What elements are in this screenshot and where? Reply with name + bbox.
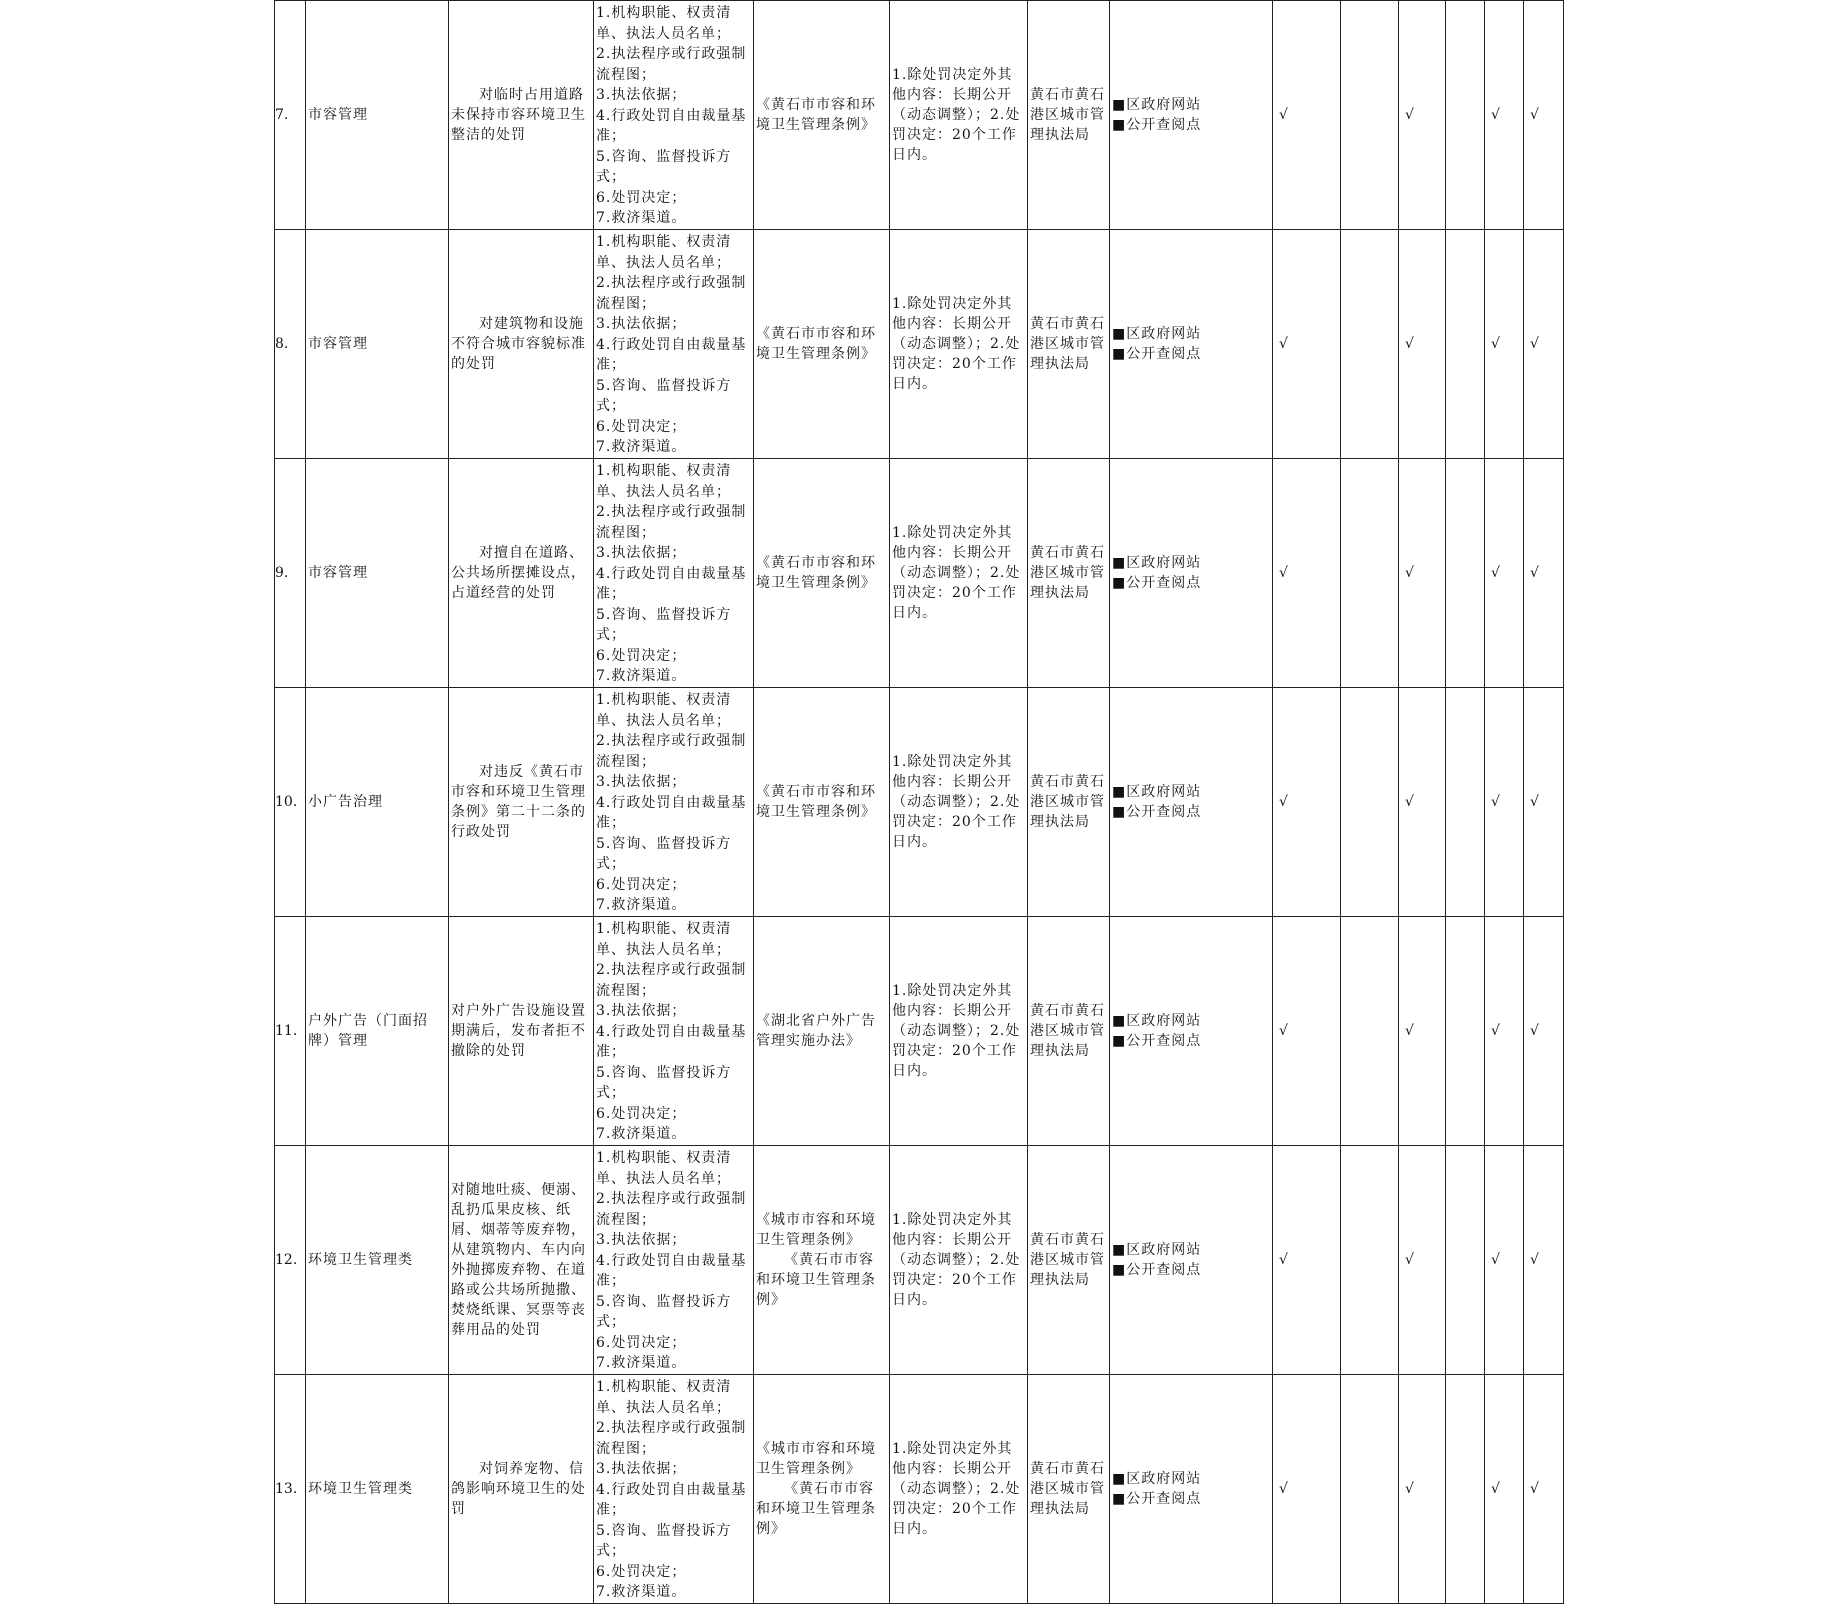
- check-mark: [1341, 230, 1399, 459]
- content-line: 7.救济渠道。: [596, 439, 687, 455]
- disclosure-table: [274, 0, 1564, 1604]
- content-line: 5.咨询、监督投诉方式；: [596, 1064, 732, 1101]
- content-line: 5.咨询、监督投诉方式；: [596, 148, 732, 185]
- disclosure-channels: [1110, 688, 1273, 917]
- content-line: 4.行政处罚自由裁量基准；: [596, 794, 747, 831]
- check-mark: [1341, 917, 1399, 1146]
- content-line: 5.咨询、监督投诉方式；: [596, 835, 732, 872]
- disclosure-channels: [1110, 459, 1273, 688]
- basis-line: 《黄石市市容和环境卫生管理条例》: [756, 784, 876, 820]
- disclosure-content: [594, 1146, 754, 1375]
- content-line: 5.咨询、监督投诉方式；: [596, 606, 732, 643]
- content-line: 2.执法程序或行政强制流程图；: [596, 962, 747, 999]
- legal-basis: [754, 917, 890, 1146]
- content-line: 2.执法程序或行政强制流程图；: [596, 733, 747, 770]
- check-mark: √: [1485, 459, 1524, 688]
- check-mark: √: [1524, 688, 1564, 917]
- content-line: 4.行政处罚自由裁量基准；: [596, 1481, 747, 1518]
- disclosure-period: 1.除处罚决定外其他内容：长期公开（动态调整）；2.处罚决定：20个工作日内。: [890, 459, 1028, 688]
- check-mark: √: [1485, 1146, 1524, 1375]
- table-row: [275, 1375, 1564, 1604]
- item-subject: 对擅自在道路、公共场所摆摊设点，占道经营的处罚: [449, 459, 594, 688]
- content-line: 3.执法依据；: [596, 316, 687, 332]
- content-line: 6.处罚决定；: [596, 418, 687, 435]
- channel-item: ■区政府网站: [1112, 1471, 1202, 1487]
- row-number: 11.: [275, 917, 306, 1146]
- channel-item: ■区政府网站: [1112, 97, 1202, 113]
- check-mark: √: [1273, 1375, 1341, 1604]
- responsible-agency: 黄石市黄石港区城市管理执法局: [1028, 1146, 1110, 1375]
- content-line: 4.行政处罚自由裁量基准；: [596, 565, 747, 602]
- check-mark: √: [1399, 1375, 1446, 1604]
- check-mark: √: [1273, 459, 1341, 688]
- disclosure-content: [594, 688, 754, 917]
- disclosure-period: 1.除处罚决定外其他内容：长期公开（动态调整）；2.处罚决定：20个工作日内。: [890, 1146, 1028, 1375]
- content-line: 6.处罚决定；: [596, 1105, 687, 1122]
- check-mark: [1341, 1146, 1399, 1375]
- table-body: [275, 1, 1564, 1604]
- check-mark: √: [1485, 1375, 1524, 1604]
- basis-line: 《黄石市市容和环境卫生管理条例》: [756, 1252, 876, 1308]
- content-line: 2.执法程序或行政强制流程图；: [596, 504, 747, 541]
- check-mark: [1341, 1375, 1399, 1604]
- content-line: 7.救济渠道。: [596, 210, 687, 226]
- disclosure-channels: [1110, 917, 1273, 1146]
- check-mark: √: [1485, 917, 1524, 1146]
- check-mark: [1446, 1, 1485, 230]
- check-mark: [1446, 1375, 1485, 1604]
- item-category: 户外广告（门面招牌）管理: [306, 917, 449, 1146]
- row-number: 8.: [275, 230, 306, 459]
- content-line: 2.执法程序或行政强制流程图；: [596, 46, 747, 83]
- check-mark: √: [1524, 1, 1564, 230]
- disclosure-channels: [1110, 230, 1273, 459]
- content-line: 3.执法依据；: [596, 87, 687, 103]
- legal-basis: [754, 688, 890, 917]
- content-line: 2.执法程序或行政强制流程图；: [596, 275, 747, 312]
- legal-basis: [754, 230, 890, 459]
- channel-item: ■公开查阅点: [1112, 575, 1202, 591]
- channel-item: ■公开查阅点: [1112, 1491, 1202, 1507]
- check-mark: √: [1524, 230, 1564, 459]
- row-number: 12.: [275, 1146, 306, 1375]
- content-line: 4.行政处罚自由裁量基准；: [596, 336, 747, 373]
- check-mark: [1341, 688, 1399, 917]
- content-line: 1.机构职能、权责清单、执法人员名单；: [596, 463, 732, 500]
- channel-item: ■区政府网站: [1112, 1242, 1202, 1258]
- content-line: 1.机构职能、权责清单、执法人员名单；: [596, 1379, 732, 1416]
- disclosure-content: [594, 1, 754, 230]
- row-number: 9.: [275, 459, 306, 688]
- check-mark: √: [1524, 1146, 1564, 1375]
- content-line: 1.机构职能、权责清单、执法人员名单；: [596, 5, 732, 42]
- check-mark: √: [1273, 688, 1341, 917]
- check-mark: √: [1273, 230, 1341, 459]
- content-line: 6.处罚决定；: [596, 1563, 687, 1580]
- disclosure-channels: [1110, 1, 1273, 230]
- item-subject: 对饲养宠物、信鸽影响环境卫生的处罚: [449, 1375, 594, 1604]
- content-line: 4.行政处罚自由裁量基准；: [596, 1252, 747, 1289]
- basis-line: 《黄石市市容和环境卫生管理条例》: [756, 326, 876, 362]
- disclosure-content: [594, 1375, 754, 1604]
- check-mark: [1446, 1146, 1485, 1375]
- check-mark: √: [1524, 459, 1564, 688]
- table-row: [275, 1146, 1564, 1375]
- check-mark: √: [1399, 1146, 1446, 1375]
- basis-line: 《城市市容和环境卫生管理条例》: [756, 1441, 876, 1477]
- content-line: 3.执法依据；: [596, 1461, 687, 1477]
- table-row: [275, 917, 1564, 1146]
- check-mark: [1446, 917, 1485, 1146]
- channel-item: ■公开查阅点: [1112, 1033, 1202, 1049]
- responsible-agency: 黄石市黄石港区城市管理执法局: [1028, 1375, 1110, 1604]
- legal-basis: [754, 1, 890, 230]
- disclosure-period: 1.除处罚决定外其他内容：长期公开（动态调整）；2.处罚决定：20个工作日内。: [890, 1, 1028, 230]
- disclosure-period: 1.除处罚决定外其他内容：长期公开（动态调整）；2.处罚决定：20个工作日内。: [890, 230, 1028, 459]
- content-line: 4.行政处罚自由裁量基准；: [596, 107, 747, 144]
- content-line: 4.行政处罚自由裁量基准；: [596, 1023, 747, 1060]
- content-line: 1.机构职能、权责清单、执法人员名单；: [596, 692, 732, 729]
- row-number: 13.: [275, 1375, 306, 1604]
- check-mark: [1446, 230, 1485, 459]
- content-line: 2.执法程序或行政强制流程图；: [596, 1420, 747, 1457]
- channel-item: ■区政府网站: [1112, 784, 1202, 800]
- check-mark: √: [1273, 917, 1341, 1146]
- check-mark: √: [1399, 459, 1446, 688]
- item-category: 市容管理: [306, 1, 449, 230]
- responsible-agency: 黄石市黄石港区城市管理执法局: [1028, 1, 1110, 230]
- disclosure-period: 1.除处罚决定外其他内容：长期公开（动态调整）；2.处罚决定：20个工作日内。: [890, 688, 1028, 917]
- content-line: 5.咨询、监督投诉方式；: [596, 1293, 732, 1330]
- responsible-agency: 黄石市黄石港区城市管理执法局: [1028, 459, 1110, 688]
- content-line: 7.救济渠道。: [596, 668, 687, 684]
- item-subject: 对建筑物和设施不符合城市容貌标准的处罚: [449, 230, 594, 459]
- content-line: 5.咨询、监督投诉方式；: [596, 377, 732, 414]
- table-row: [275, 230, 1564, 459]
- check-mark: √: [1399, 1, 1446, 230]
- content-line: 1.机构职能、权责清单、执法人员名单；: [596, 921, 732, 958]
- content-line: 1.机构职能、权责清单、执法人员名单；: [596, 234, 732, 271]
- disclosure-period: 1.除处罚决定外其他内容：长期公开（动态调整）；2.处罚决定：20个工作日内。: [890, 1375, 1028, 1604]
- channel-item: ■区政府网站: [1112, 1013, 1202, 1029]
- content-line: 7.救济渠道。: [596, 1584, 687, 1600]
- content-line: 3.执法依据；: [596, 774, 687, 790]
- check-mark: √: [1399, 688, 1446, 917]
- content-line: 1.机构职能、权责清单、执法人员名单；: [596, 1150, 732, 1187]
- content-line: 3.执法依据；: [596, 545, 687, 561]
- item-category: 环境卫生管理类: [306, 1146, 449, 1375]
- disclosure-period: 1.除处罚决定外其他内容：长期公开（动态调整）；2.处罚决定：20个工作日内。: [890, 917, 1028, 1146]
- check-mark: √: [1485, 688, 1524, 917]
- item-category: 市容管理: [306, 230, 449, 459]
- channel-item: ■公开查阅点: [1112, 117, 1202, 133]
- content-line: 7.救济渠道。: [596, 1355, 687, 1371]
- basis-line: 《黄石市市容和环境卫生管理条例》: [756, 555, 876, 591]
- content-line: 7.救济渠道。: [596, 897, 687, 913]
- content-line: 3.执法依据；: [596, 1232, 687, 1248]
- content-line: 7.救济渠道。: [596, 1126, 687, 1142]
- content-line: 5.咨询、监督投诉方式；: [596, 1522, 732, 1559]
- basis-line: 《城市市容和环境卫生管理条例》: [756, 1212, 876, 1248]
- table-row: [275, 1, 1564, 230]
- responsible-agency: 黄石市黄石港区城市管理执法局: [1028, 230, 1110, 459]
- item-subject: 对户外广告设施设置期满后，发布者拒不撤除的处罚: [449, 917, 594, 1146]
- check-mark: √: [1524, 1375, 1564, 1604]
- check-mark: √: [1399, 230, 1446, 459]
- item-subject: 对违反《黄石市市容和环境卫生管理条例》第二十二条的行政处罚: [449, 688, 594, 917]
- content-line: 3.执法依据；: [596, 1003, 687, 1019]
- disclosure-content: [594, 917, 754, 1146]
- check-mark: √: [1273, 1, 1341, 230]
- check-mark: √: [1485, 1, 1524, 230]
- responsible-agency: 黄石市黄石港区城市管理执法局: [1028, 688, 1110, 917]
- table-row: [275, 688, 1564, 917]
- responsible-agency: 黄石市黄石港区城市管理执法局: [1028, 917, 1110, 1146]
- table-row: [275, 459, 1564, 688]
- disclosure-channels: [1110, 1375, 1273, 1604]
- check-mark: √: [1273, 1146, 1341, 1375]
- item-category: 市容管理: [306, 459, 449, 688]
- content-line: 2.执法程序或行政强制流程图；: [596, 1191, 747, 1228]
- check-mark: √: [1524, 917, 1564, 1146]
- check-mark: [1341, 459, 1399, 688]
- legal-basis: [754, 459, 890, 688]
- item-category: 环境卫生管理类: [306, 1375, 449, 1604]
- channel-item: ■公开查阅点: [1112, 804, 1202, 820]
- content-line: 6.处罚决定；: [596, 876, 687, 893]
- channel-item: ■区政府网站: [1112, 326, 1202, 342]
- channel-item: ■区政府网站: [1112, 555, 1202, 571]
- item-subject: 对临时占用道路未保持市容环境卫生整洁的处罚: [449, 1, 594, 230]
- disclosure-content: [594, 459, 754, 688]
- row-number: 7.: [275, 1, 306, 230]
- content-line: 6.处罚决定；: [596, 1334, 687, 1351]
- channel-item: ■公开查阅点: [1112, 346, 1202, 362]
- channel-item: ■公开查阅点: [1112, 1262, 1202, 1278]
- basis-line: 《黄石市市容和环境卫生管理条例》: [756, 1481, 876, 1537]
- disclosure-channels: [1110, 1146, 1273, 1375]
- check-mark: √: [1399, 917, 1446, 1146]
- content-line: 6.处罚决定；: [596, 189, 687, 206]
- legal-basis: [754, 1146, 890, 1375]
- legal-basis: [754, 1375, 890, 1604]
- item-subject: 对随地吐痰、便溺、乱扔瓜果皮核、纸屑、烟蒂等废弃物，从建筑物内、车内向外抛掷废弃物、在道路或公共场所抛撒、焚烧纸课、冥票等丧葬用品的处罚: [449, 1146, 594, 1375]
- check-mark: √: [1485, 230, 1524, 459]
- row-number: 10.: [275, 688, 306, 917]
- item-category: 小广告治理: [306, 688, 449, 917]
- disclosure-content: [594, 230, 754, 459]
- check-mark: [1446, 688, 1485, 917]
- check-mark: [1446, 459, 1485, 688]
- basis-line: 《湖北省户外广告管理实施办法》: [756, 1013, 876, 1049]
- basis-line: 《黄石市市容和环境卫生管理条例》: [756, 97, 876, 133]
- content-line: 6.处罚决定；: [596, 647, 687, 664]
- check-mark: [1341, 1, 1399, 230]
